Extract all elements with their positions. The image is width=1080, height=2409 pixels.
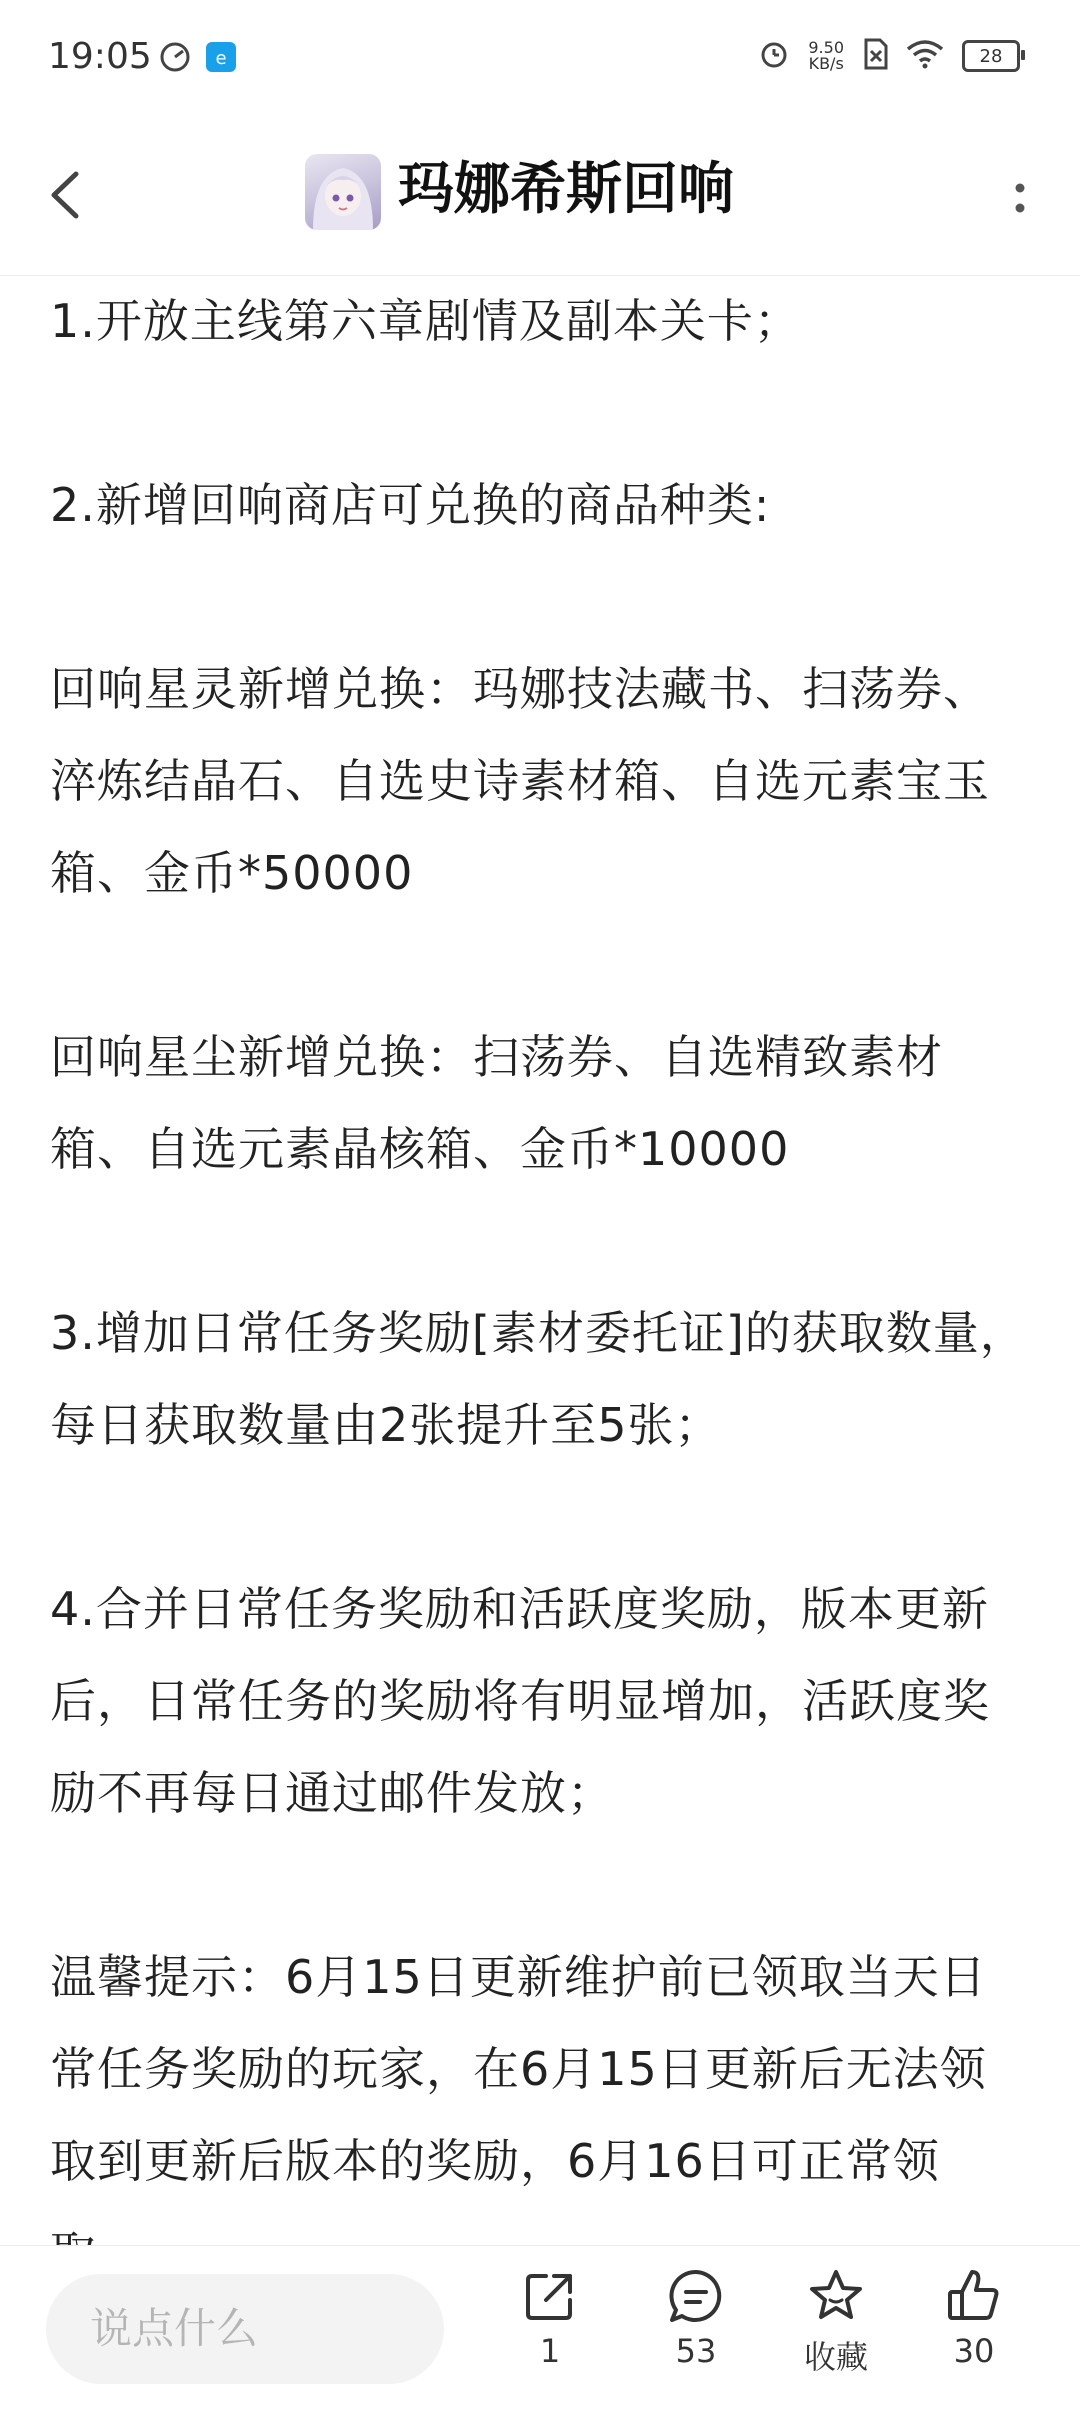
back-chevron-icon <box>40 160 100 230</box>
article-paragraph: 回响星尘新增兑换：扫荡券、自选精致素材箱、自选元素晶核箱、金币*10000 <box>50 1030 943 1176</box>
comment-icon <box>666 2266 726 2326</box>
alarm-icon <box>758 38 790 74</box>
like-count: 30 <box>953 2332 995 2370</box>
avatar[interactable] <box>305 154 381 230</box>
article-paragraph: 3.增加日常任务奖励[素材委托证]的获取数量，每日获取数量由2张提升至5张； <box>50 1306 1027 1452</box>
article-content <box>50 275 1030 2243</box>
like-button[interactable] <box>914 2266 1034 2370</box>
battery-level: 28 <box>979 45 1003 67</box>
net-speed-value: 9.50 <box>808 38 844 57</box>
article-paragraph: 回响星灵新增兑换：玛娜技法藏书、扫荡券、淬炼结晶石、自选史诗素材箱、自选元素宝玉箱、金币*50000 <box>50 662 990 900</box>
back-button[interactable] <box>40 160 100 230</box>
net-speed <box>808 40 844 72</box>
article-paragraph: 4.合并日常任务奖励和活跃度奖励，版本更新后，日常任务的奖励将有明显增加，活跃度奖励不再每日通过邮件发放； <box>50 1582 990 1820</box>
favorite-button[interactable] <box>776 2266 896 2378</box>
share-count: 1 <box>539 2332 561 2370</box>
wifi-icon <box>906 39 944 73</box>
net-speed-unit: KB/s <box>808 54 844 73</box>
status-time: 19:05 <box>48 36 152 77</box>
page-title: 玛娜希斯回响 <box>398 157 734 222</box>
sim-off-icon <box>862 38 888 74</box>
status-right-group <box>758 38 1020 74</box>
bottom-action-bar <box>0 2245 1080 2409</box>
article-paragraph: 1.开放主线第六章剧情及副本关卡； <box>50 294 801 348</box>
comment-input[interactable]: 说点什么 <box>46 2274 444 2384</box>
share-icon <box>520 2266 580 2326</box>
thumbs-up-icon <box>944 2266 1004 2326</box>
article-paragraph: 温馨提示：6月15日更新维护前已领取当天日常任务奖励的玩家，在6月15日更新后无法领取到更新后版本的奖励，6月16日可正常领 <box>50 1950 987 2188</box>
comment-button[interactable] <box>636 2266 756 2370</box>
star-icon <box>806 2266 866 2326</box>
speedometer-icon <box>158 40 192 78</box>
status-bar <box>0 0 1080 120</box>
svg-text:e: e <box>215 48 227 69</box>
share-button[interactable] <box>490 2266 610 2370</box>
app-badge-icon <box>204 40 238 78</box>
navbar <box>0 120 1080 276</box>
battery-icon <box>962 40 1020 72</box>
more-button[interactable] <box>1000 170 1040 230</box>
article-paragraph: 2.新增回响商店可兑换的商品种类: <box>50 478 771 532</box>
more-vertical-icon <box>1000 170 1040 230</box>
favorite-label: 收藏 <box>803 2338 868 2376</box>
comment-count: 53 <box>675 2332 717 2370</box>
